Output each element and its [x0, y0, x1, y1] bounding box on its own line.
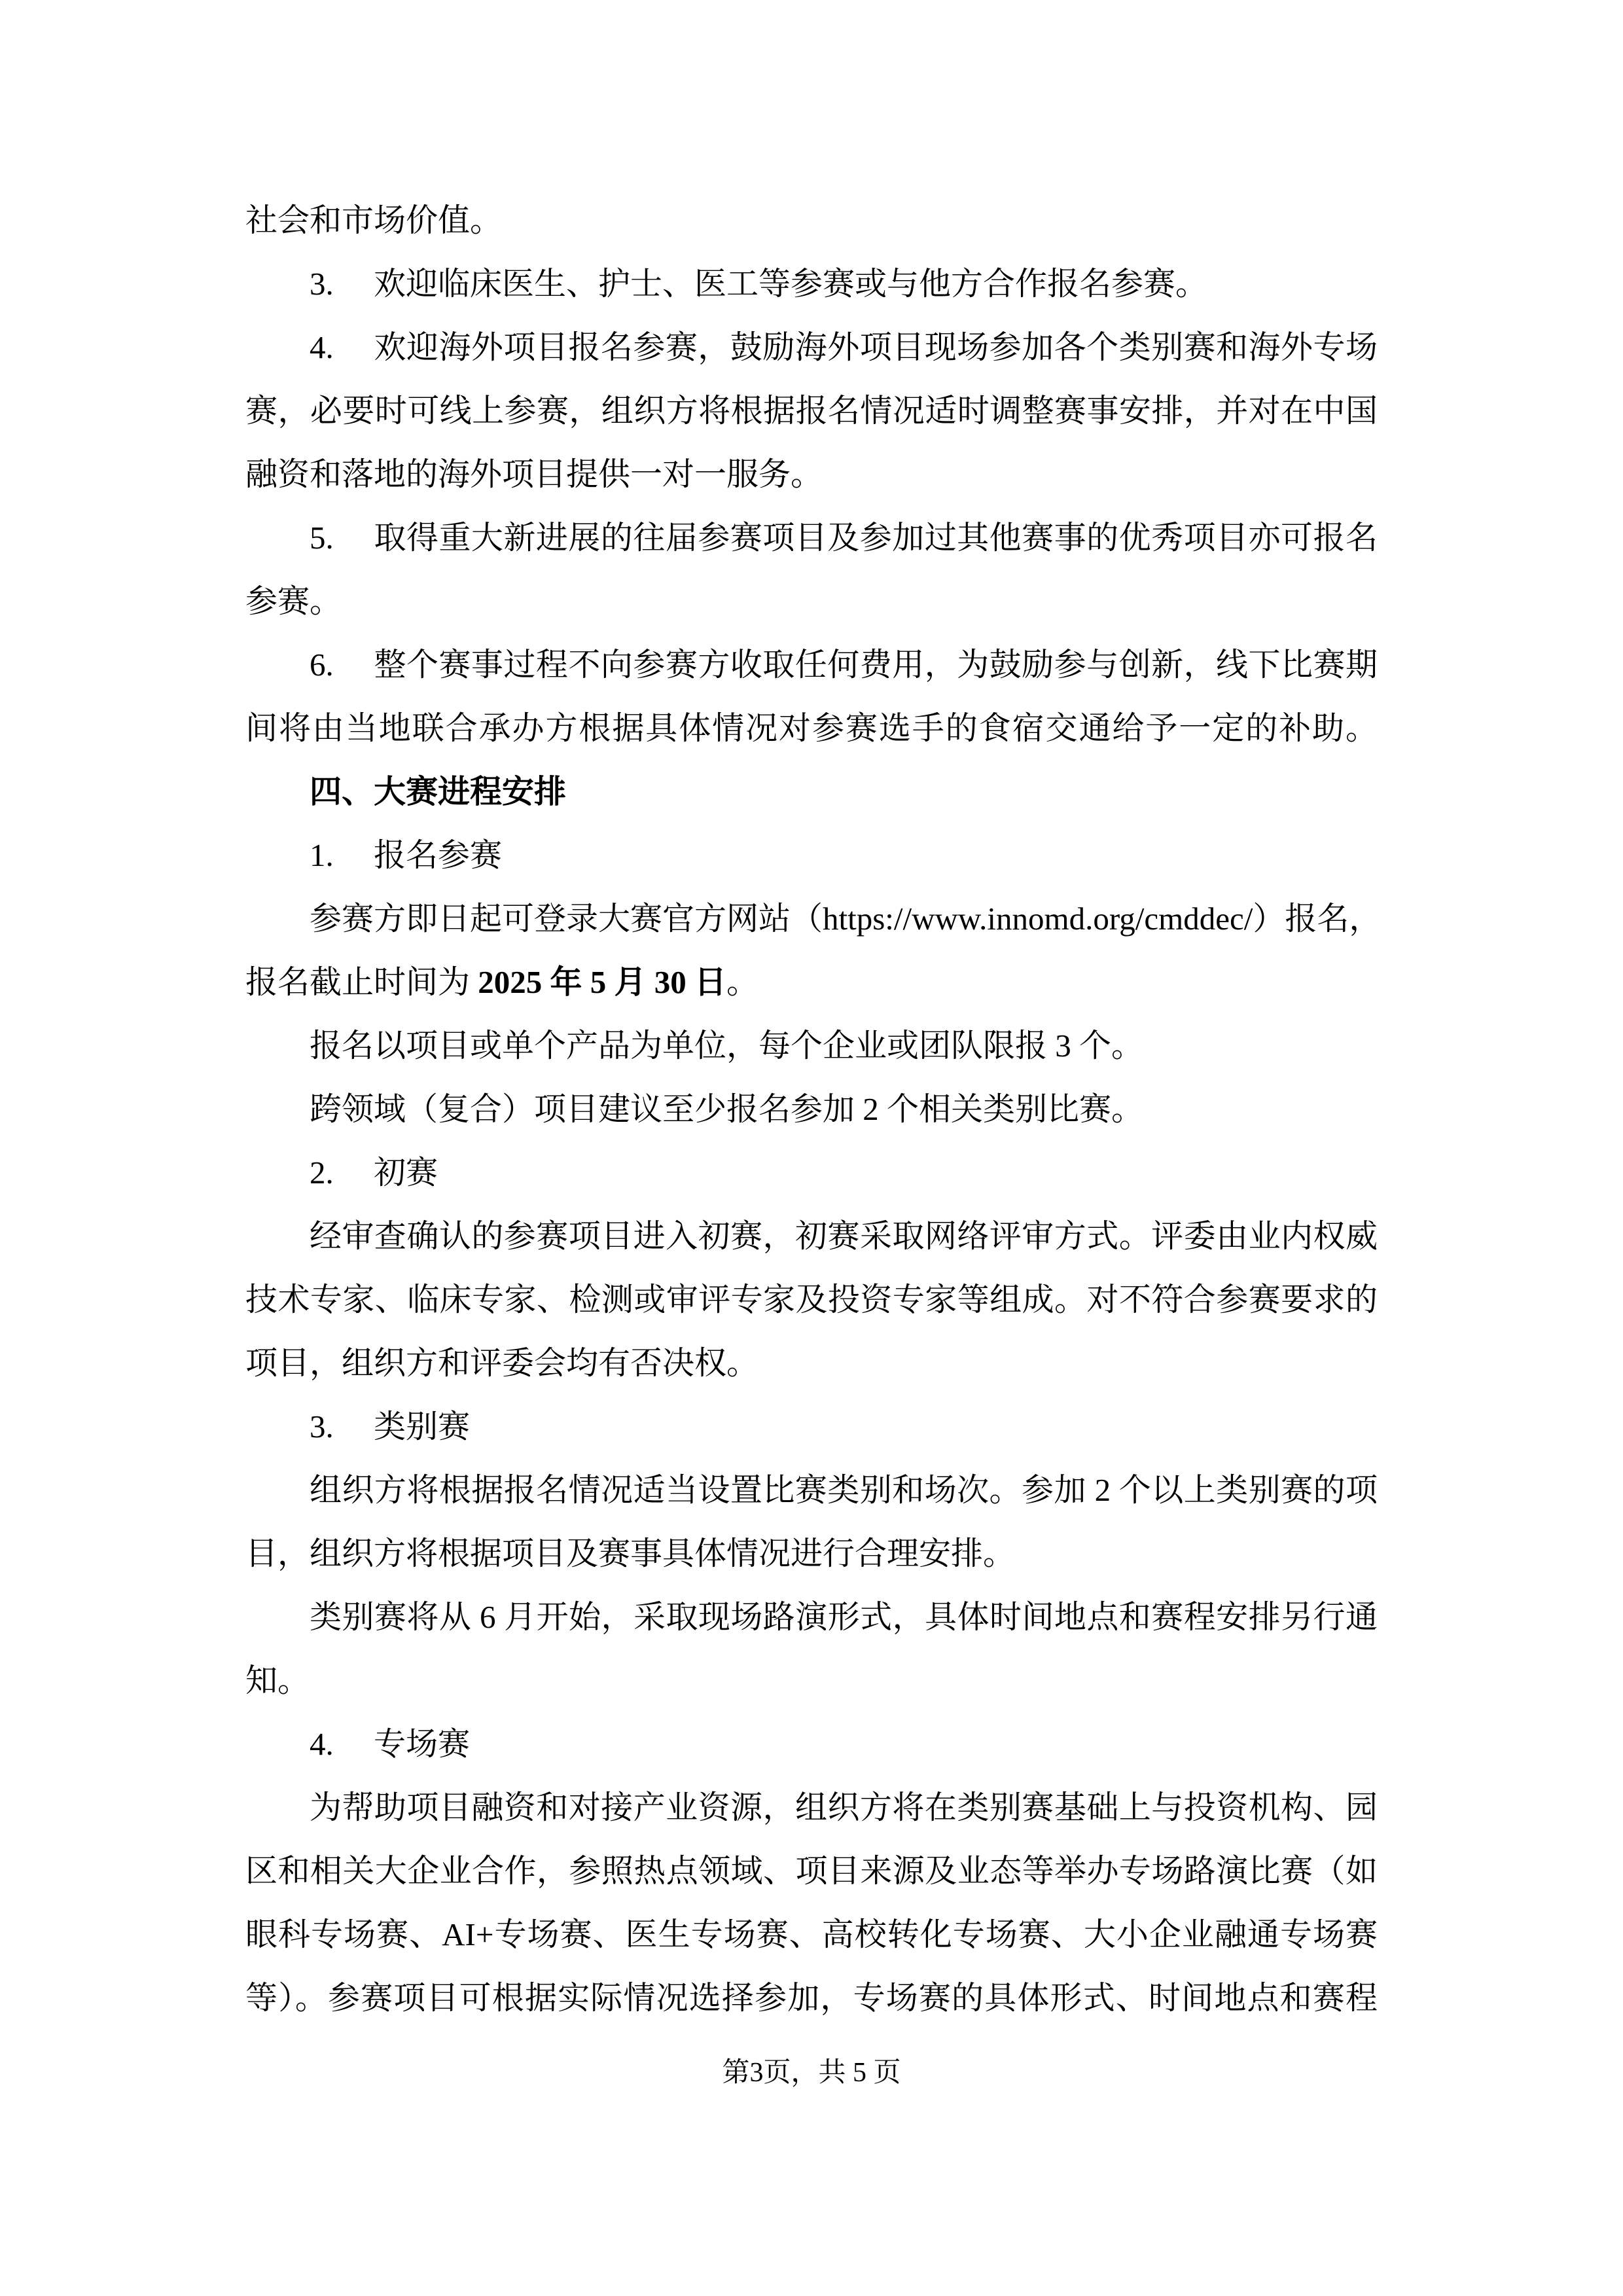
text-line — [245, 1077, 1378, 1141]
body-text: 为帮助项目融资和对接产业资源，组织方将在类别赛基础上与投资机构、园 — [310, 1789, 1378, 1825]
body-text: 区和相关大企业合作，参照热点领域、项目来源及业态等举办专场路演比赛（如 — [245, 1853, 1378, 1889]
text-line — [245, 569, 1378, 633]
text-line — [245, 1268, 1378, 1331]
body-text: 报名截止时间为 — [245, 964, 478, 1000]
text-line — [245, 1395, 1378, 1458]
list-number: 3. — [310, 266, 334, 302]
body-text: 目，组织方将根据项目及赛事具体情况进行合理安排。 — [245, 1535, 1016, 1571]
text-line — [245, 252, 1378, 315]
text-line — [245, 1014, 1378, 1077]
body-text: 间将由当地联合承办方根据具体情况对参赛选手的食宿交通给予一定的补助。 — [245, 710, 1378, 746]
body-text: 欢迎临床医生、护士、医工等参赛或与他方合作报名参赛。 — [374, 266, 1208, 302]
body-text: 经审查确认的参赛项目进入初赛，初赛采取网络评审方式。评委由业内权威 — [310, 1218, 1378, 1254]
body-text: 初赛 — [374, 1155, 438, 1191]
list-number: 4. — [310, 1726, 334, 1762]
list-number: 4. — [310, 329, 334, 365]
body-text: 项目，组织方和评委会均有否决权。 — [245, 1345, 759, 1381]
text-line — [245, 188, 1378, 252]
list-number: 5. — [310, 520, 334, 556]
text-line — [245, 1204, 1378, 1268]
text-line — [245, 950, 1378, 1014]
body-text: 报名参赛 — [374, 837, 503, 873]
text-line — [245, 823, 1378, 887]
document-body — [245, 188, 1382, 2030]
list-number: 6. — [310, 647, 334, 683]
text-line — [245, 1776, 1378, 1839]
text-line — [245, 1331, 1378, 1395]
text-line — [245, 1839, 1378, 1903]
body-text: 整个赛事过程不向参赛方收取任何费用，为鼓励参与创新，线下比赛期 — [374, 647, 1378, 683]
body-text: 赛，必要时可线上参赛，组织方将根据报名情况适时调整赛事安排，并对在中国 — [245, 393, 1378, 429]
body-text: 报名以项目或单个产品为单位，每个企业或团队限报 3 个。 — [310, 1028, 1144, 1064]
body-text: 类别赛将从 6 月开始，采取现场路演形式，具体时间地点和赛程安排另行通 — [310, 1599, 1378, 1635]
bold-text: 2025 年 5 月 30 日 — [478, 964, 727, 1000]
section-heading — [245, 760, 1378, 823]
list-number: 2. — [310, 1155, 334, 1191]
text-line — [245, 1458, 1378, 1522]
text-line — [245, 1649, 1378, 1712]
body-text: 知。 — [245, 1662, 310, 1698]
body-text: 组织方将根据报名情况适当设置比赛类别和场次。参加 2 个以上类别赛的项 — [310, 1472, 1378, 1508]
body-text: 社会和市场价值。 — [245, 202, 503, 238]
text-line — [245, 379, 1378, 442]
bold-text: 四、大赛进程安排 — [310, 774, 567, 810]
text-line — [245, 506, 1378, 569]
body-text: 专场赛 — [374, 1726, 471, 1762]
body-text: 技术专家、临床专家、检测或审评专家及投资专家等组成。对不符合参赛要求的 — [245, 1282, 1378, 1318]
body-text: 等）。参赛项目可根据实际情况选择参加，专场赛的具体形式、时间地点和赛程 — [245, 1980, 1378, 2016]
text-line — [245, 1141, 1378, 1204]
body-text: 参赛。 — [245, 583, 342, 619]
body-text: 欢迎海外项目报名参赛，鼓励海外项目现场参加各个类别赛和海外专场 — [374, 329, 1378, 365]
text-line — [245, 1966, 1378, 2030]
body-text: 。 — [726, 964, 759, 1000]
list-number: 3. — [310, 1408, 334, 1444]
text-line — [245, 1903, 1378, 1966]
list-number: 1. — [310, 837, 334, 873]
text-line — [245, 1585, 1378, 1649]
body-text: 眼科专场赛、AI+专场赛、医生专场赛、高校转化专场赛、大小企业融通专场赛 — [245, 1916, 1378, 1952]
body-text: 跨领域（复合）项目建议至少报名参加 2 个相关类别比赛。 — [310, 1091, 1144, 1127]
text-line — [245, 1522, 1378, 1585]
body-text: 参赛方即日起可登录大赛官方网站（https://www.innomd.org/cmddec/）报名， — [310, 901, 1382, 937]
text-line — [245, 887, 1382, 950]
page-footer: 第3页，共 5 页 — [722, 2058, 901, 2088]
body-text: 融资和落地的海外项目提供一对一服务。 — [245, 456, 823, 492]
body-text: 取得重大新进展的往届参赛项目及参加过其他赛事的优秀项目亦可报名 — [374, 520, 1378, 556]
text-line — [245, 442, 1378, 506]
text-line — [245, 633, 1378, 696]
text-line — [245, 696, 1378, 760]
body-text: 类别赛 — [374, 1408, 471, 1444]
text-line — [245, 1712, 1378, 1776]
text-line — [245, 315, 1378, 379]
